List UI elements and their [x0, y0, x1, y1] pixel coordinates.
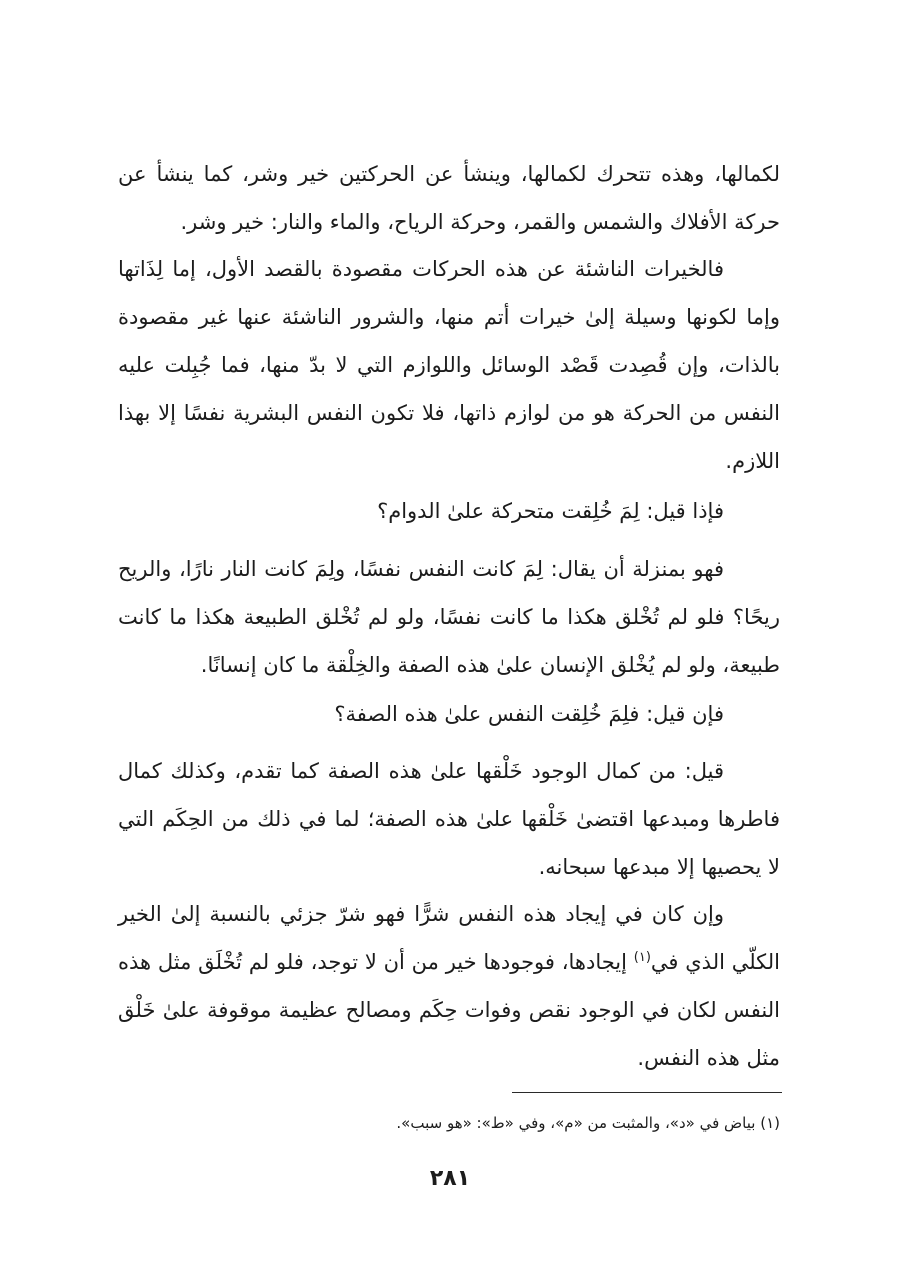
paragraph-6: قيل: من كمال الوجود خَلْقها علىٰ هذه الصفة كما تقدم، وكذلك كمال فاطرها ومبدعها اقتضىٰ خَلْقها علىٰ هذه الصفة؛ لما في ذلك من الحِكَم التي لا يحصيها إلا مبدعها سبحانه.: [118, 759, 780, 879]
paragraph-7: [118, 890, 780, 1082]
page-number: ٢٨١: [429, 1166, 471, 1191]
paragraph-2: فالخيرات الناشئة عن هذه الحركات مقصودة بالقصد الأول، إما لِذَاتها وإما لكونها وسيلة إلىٰ خيرات أتم منها، والشرور الناشئة عنها غير مقصودة بالذات، وإن قُصِدت قَصْد الوسائل واللوازم التي لا بدّ منها، فما جُبِلت عليه النفس من الحركة هو من لوازم ذاتها، فلا تكون النفس البشرية نفسًا إلا بهذا اللازم.: [118, 257, 780, 473]
paragraph-7-text-start: وإن كان في إيجاد هذه النفس شرًّا فهو شرّ جزئي بالنسبة إلىٰ الخير الكلّي الذي في: [118, 902, 781, 974]
paragraph-4: فهو بمنزلة أن يقال: لِمَ كانت النفس نفسًا، ولِمَ كانت النار نارًا، والريح ريحًا؟ فلو لم تُخْلق هكذا ما كانت نفسًا، ولو لم تُخْلق الطبيعة هكذا ما كانت طبيعة، ولو لم يُخْلق الإنسان علىٰ هذه الصفة والخِلْقة ما كان إنسانًا.: [118, 557, 780, 677]
footnote: (١) بياض في «د»، والمثبت من «م»، وفي «ط»: «هو سبب».: [396, 1114, 780, 1132]
footnote-marker[interactable]: (١): [633, 950, 651, 965]
paragraph-1: لكمالها، وهذه تتحرك لكمالها، وينشأ عن الحركتين خير وشر، كما ينشأ عن حركة الأفلاك والشمس والقمر، وحركة الرياح، والماء والنار: خير وشر.: [118, 162, 780, 234]
footnote-separator: [512, 1092, 782, 1093]
paragraph-3-question: فإذا قيل: لِمَ خُلِقت متحركة علىٰ الدوام؟: [377, 499, 724, 523]
paragraph-5-question: فإن قيل: فلِمَ خُلِقت النفس علىٰ هذه الصفة؟: [334, 702, 724, 726]
paragraph-7-text-end: إيجادها، فوجودها خير من أن لا توجد، فلو لم تُخْلَق مثل هذه النفس لكان في الوجود نقص وفوات حِكَم ومصالح عظيمة موقوفة علىٰ خَلْق مثل هذه النفس.: [118, 950, 780, 1070]
